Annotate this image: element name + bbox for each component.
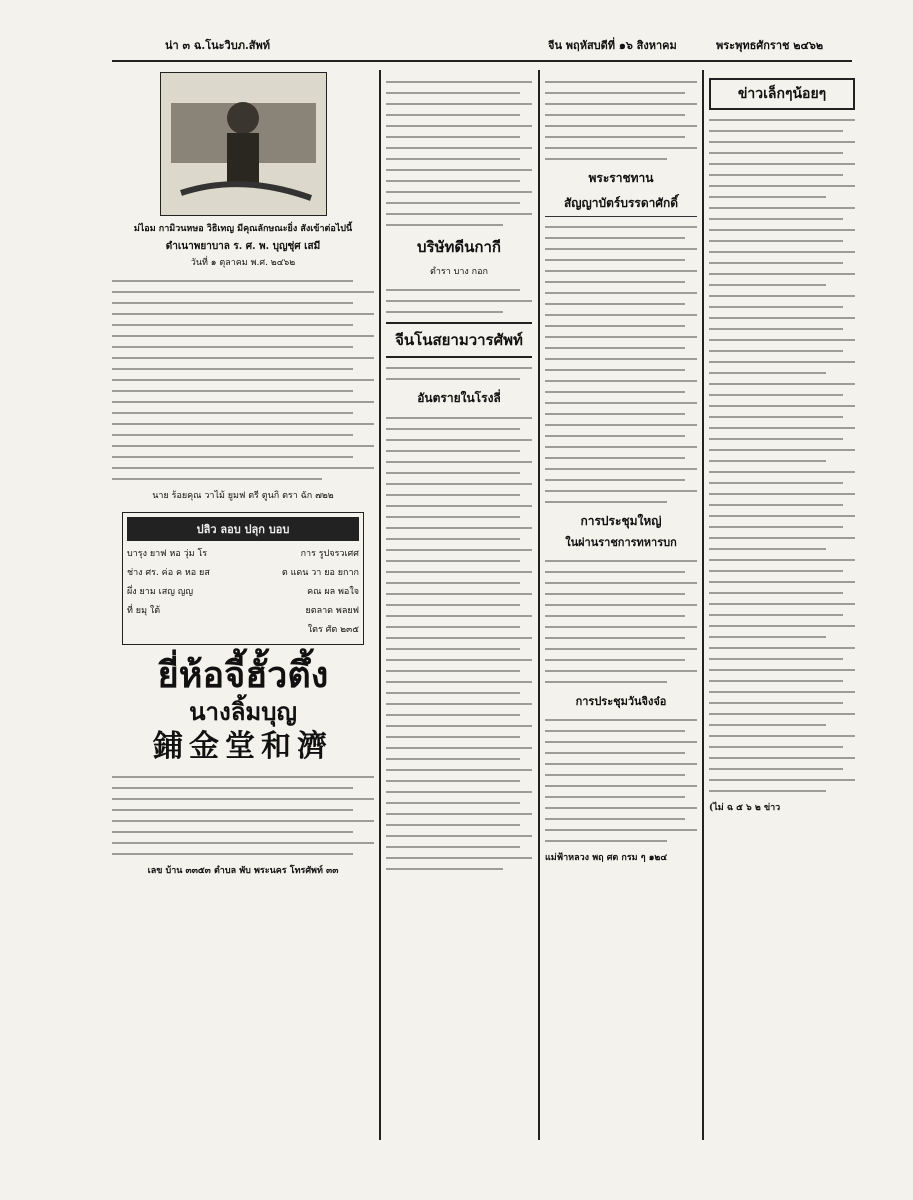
ad-banner: ปลิว ลอบ ปลุก บอบ [127,517,359,541]
ad-row [127,564,359,583]
ad-date: ใตร ศัต ๒๓๕ [307,625,359,635]
article-date: วันที่ ๑ ตุลาคม พ.ศ. ๒๔๖๒ [190,258,296,268]
col4-body [709,119,855,792]
brand-footer: เลข บ้าน ๓๓๕๓ ตำบล พับ พระนคร โทรศัพท์ ๓๓ [147,866,339,876]
small-news-headline: ข่าวเล็กๆน้อยๆ [709,78,855,110]
ad-row [127,583,359,602]
col4-bottom-note: (ไม่ ฉ ๕ ๖ ๒ ข่าว [709,803,781,813]
col3-body-top [545,81,697,160]
ad-cell: บารุง ยาฟ หอ วุ่ม โร [127,549,208,559]
royal-grant-headline: พระราชทาน [588,171,654,185]
advertisement-box [122,512,364,645]
column-4 [709,72,855,1160]
company-subheadline: ตำรา บาง กอก [430,267,488,277]
company-body [386,289,532,313]
company-headline: บริษัทดีนกากี [417,238,501,256]
article-signature: นาย ร้อยคุณ วาไม้ ยูมฟ ตรี ตูนกิ ตรา ฉัก ๗๒๒ [152,491,334,501]
illustration-author: ดำเนาพยาบาล ร. ศ. พ. บุญชุ่ศ เสมี [165,241,321,252]
brand-chinese: 鋪金堂和濟 [153,729,333,764]
header-rule [112,60,852,62]
doctor-illustration [160,72,327,216]
col3-body-lower [545,560,697,683]
header-right-year: พระพุทธศักราช ๒๔๖๒ [716,39,824,52]
col3-body-bottom [545,719,697,842]
meeting-subheadline: ในผ่านราชการทหารบก [565,536,677,549]
newspaper-title: จีนโนสยามวารศัพท์ [386,322,532,358]
ad-cell: การ รูปจรวเศศ [300,549,359,559]
column-rule-1 [379,70,381,1140]
ad-cell: คณ ผล พอใจ [307,587,359,597]
column-rule-2 [538,70,540,1140]
col2-body-top [386,81,532,226]
ad-table [127,545,359,621]
column-rule-3 [702,70,704,1140]
ad-cell: ต แดน วา ยอ ยกาก [281,568,359,578]
newspaper-title-body [386,367,532,380]
col2-body-bottom [386,417,532,870]
brand-subtitle: นางลิ้มบุญ [189,697,297,726]
column-3 [545,72,697,1160]
column-2 [386,72,532,1160]
header-left: น่า ๓ ฉ.โนะวิบภ.สัพท์ [165,39,270,52]
ad-cell: ที่ ยมุ ใต้ [127,606,161,616]
col3-bottom-date: แม่ฟ้าหลวง พฤ ศต กรม ๆ ๑๒๔ [545,853,668,863]
royal-grant-subheadline: สัญญาบัตร์บรรดาศักดิ์ [545,194,697,217]
brand-body [112,776,374,855]
ad-cell: ช่าง ศร. ค่อ ค หอ ยส [127,568,210,578]
article-body [112,280,374,480]
illustration-caption: ม่ไอม กามิวนหษอ วิธิเทญ มีคุณลักษณะยิ่ง สังเข้าต่อไปนี้ [133,224,353,234]
danger-headline: อันตรายในโรงลี่ [417,391,501,405]
ad-row [127,545,359,564]
col3-body-mid [545,226,697,503]
header-right-issue: จีน พฤหัสบดีที่ ๑๖ สิงหาคม [548,39,677,52]
ad-cell: ยตลาด พลยฟ [305,606,359,616]
ad-cell: ผึ่ง ยาม เสญ ญญ [127,587,194,597]
column-1 [112,72,374,1160]
brand-thai: ยี่ห้อจี้ฮั้วตึ้ง [157,654,329,696]
jingjo-headline: การประชุมวันจิงจ๋อ [575,695,667,708]
doctor-illustration-art [161,73,326,215]
ad-row [127,602,359,621]
meeting-headline: การประชุมใหญ่ [580,514,662,528]
